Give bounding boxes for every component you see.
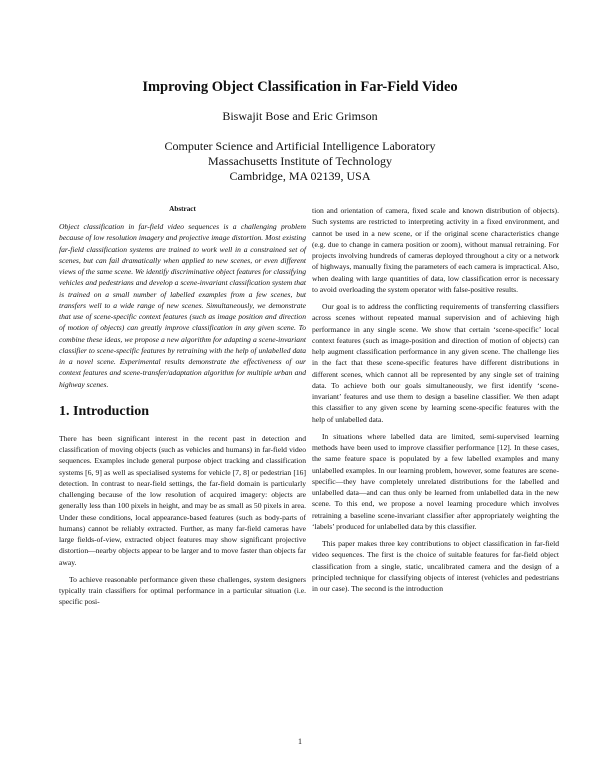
intro-paragraph: To achieve reasonable performance given these challenges, system designers typically train classifiers for optimal performance in a particular situation (i.e. specific posi- [59, 574, 306, 607]
affiliation-line: Cambridge, MA 02139, USA [229, 169, 371, 183]
left-column [59, 205, 306, 608]
paper-authors: Biswajit Bose and Eric Grimson [222, 109, 378, 123]
body-paragraph: Our goal is to address the conflicting requirements of transferring classifiers across scenes without repeated manual supervision and of achieving high performance in any single scene. We show that certain ‘scene-specific’ local context features (such as image-position and direction of motion of objects) can help augment classification performance in any given scene. The challenge lies in the fact that these scene-specific features have different distributions in different scenes, which cannot all be represented by any single set of training data. To achieve both our goals simultaneously, we first identify ‘scene-invariant’ features and use them to design a baseline classifier. We then adapt this classifier to any given scene by learning scene-specific features with the help of unlabelled data. [312, 302, 559, 424]
affiliation-line: Massachusetts Institute of Technology [208, 154, 392, 168]
affiliation-line: Computer Science and Artificial Intelligence Laboratory [164, 139, 436, 153]
affiliation-block [0, 139, 600, 184]
abstract-heading: Abstract [169, 205, 196, 213]
right-column [312, 205, 559, 594]
body-paragraph: In situations where labelled data are limited, semi-supervised learning methods have been used to improve classifier performance [12]. In these cases, the same feature space is populated by a few labelled examples and many unlabelled examples. In our learning problem, however, some features are scene-specific—they have completely unrelated distributions for the labelled and unlabelled data—and can thus only be learned from unlabelled data in the new scene. To this end, we propose a novel learning procedure which involves retraining a baseline scene-invariant classifier after appropriately weighting the ‘labels’ produced for unlabelled data by this classifier. [312, 431, 559, 531]
section-heading-introduction: 1. Introduction [59, 403, 149, 419]
intro-paragraph: There has been significant interest in the recent past in detection and classification of moving objects (such as vehicles and humans) in far-field video sequences. Examples include general purpose object tracking and classification systems [6, 9] as well as specialised systems for vehicle [7, 8] or pedestrian [16] detection. In contrast to near-field settings, the far-field domain is particularly challenging because of the low resolution of acquired imagery: objects are generally less than 100 pixels in height, and may be as small as 50 pixels in area. Under these conditions, local appearance-based features (such as body-parts of humans) cannot be reliably extracted. Further, as many far-field cameras have large fields-of-view, extracted object features may show significant projective distortion—nearby objects appear to be larger and to move faster than objects far away. [59, 433, 306, 567]
page-number: 1 [298, 737, 302, 746]
paper-title: Improving Object Classification in Far-Field Video [142, 79, 458, 95]
body-paragraph: tion and orientation of camera, fixed scale and known distribution of objects). Such systems are restricted to interpreting activity in a fixed environment, and cannot be used in a new scene, or if the original scene characteristics change (e.g. due to change in camera position or zoom), without manual retraining. For projects involving hundreds of cameras deployed throughout a city or a network of highways, manually fixing the parameters of each camera is impractical. Also, when dealing with large quantities of data, low classification error is necessary to avoid overloading the system operator with false-positive results. [312, 206, 559, 294]
abstract-text: Object classification in far-field video sequences is a challenging problem because of low resolution imagery and projective image distortion. Most existing far-field classification systems are trained to work well in a constrained set of scenes, but can fail dramatically when applied to new scenes, or even different views of the same scene. We identify discriminative object features for classifying vehicles and pedestrians and develop a scene-invariant classification system that is trained on a small number of labelled examples from a few scenes, but transfers well to a wide range of new scenes. Simultaneously, we demonstrate that use of scene-specific context features (such as image position and direction of motion of objects) can greatly improve classification in any given scene. To combine these ideas, we propose a new algorithm for adapting a scene-invariant classifier to scene-specific features by retraining with the help of unlabelled data in a novel scene. Experimental results demonstrate the effectiveness of our context features and scene-transfer/adaptation algorithm for multiple urban and highway scenes. [59, 222, 306, 389]
body-paragraph: This paper makes three key contributions to object classification in far-field video sequences. The first is the choice of suitable features for far-field object classification from a single, static, uncalibrated camera and the design of a principled technique for classifying objects of interest (vehicles and pedestrians in our case). The second is the introduction [312, 539, 559, 593]
